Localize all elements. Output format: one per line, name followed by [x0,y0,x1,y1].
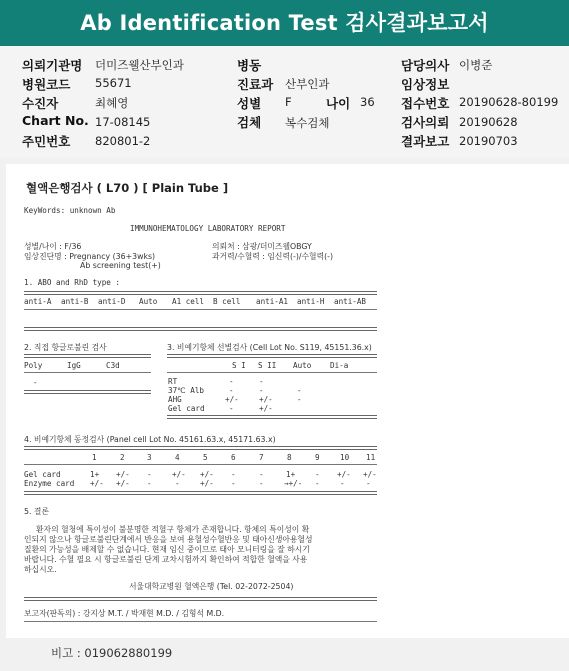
diagnosis-2: Ab screening test(+) [80,261,161,270]
s2-rule-bottom [24,390,151,394]
s4-cell: +/- [363,470,377,479]
s1-col: anti-D [98,297,126,306]
s3-row-name: AHG [168,395,182,404]
s3-col: Auto [293,361,312,370]
s1-rule-mid [24,309,377,310]
s1-title: 1. ABO and RhD type : [24,278,121,287]
s3-cell: - [229,377,234,386]
conclusion-line: 하십시오. [24,565,57,574]
request-date-label: 검사의뢰 [401,115,450,130]
s4-cell: →+/- [284,479,303,488]
s4-col: 6 [231,453,236,462]
dept-label: 진료과 [237,77,274,92]
s4-rule-mid [24,464,377,465]
s3-cell: - [297,386,302,395]
patient-header [0,46,569,158]
s1-col: anti-A [24,297,52,306]
conclusion-line: 바랍니다. 수혈 필요 시 항글로불린 단계 교차시험까지 확인하여 적합한 혈액을 사용 [24,555,308,564]
s2-rule-mid [24,372,151,373]
s4-cell: +/- [116,470,130,479]
s3-cell: - [297,395,302,404]
s2-col: IgG [67,361,81,370]
s1-col: anti-B [61,297,89,306]
diagnosis: 임상진단명 : Pregnancy (36+3wks) [24,252,156,261]
specimen-value: 복수검체 [285,116,330,130]
s1-rule-top [24,291,377,295]
s4-col: 2 [120,453,125,462]
s4-col: 10 [340,453,350,462]
s3-cell: - [229,404,234,413]
clinical-info-label: 임상정보 [401,77,450,92]
s4-cell: - [175,479,180,488]
s5-title: 5. 결론 [24,507,49,516]
report-title: Ab Identification Test 검사결과보고서 [0,0,569,46]
s3-row-name: Gel card [168,404,205,413]
s4-title: 4. 비예기항체 동정검사 (Panel cell Lot No. 45161.63.x, 45171.63.x) [24,435,276,444]
s4-cell: - [315,470,320,479]
lab-title: IMMUNOHEMATOLOGY LABORATORY REPORT [130,224,286,233]
s4-cell: +/- [116,479,130,488]
conclusion-line: 환자의 혈청에 특이성이 불분명한 적혈구 항체가 존재합니다. 항체의 특이성이 확 [36,525,310,534]
s4-row-name: Enzyme card [24,479,75,488]
s5-rule [24,597,377,601]
id-no-label: 주민번호 [22,134,71,149]
sex-label: 성별 [237,96,262,111]
conclusion-line: 질환의 가능성을 배제할 수 없습니다. 현재 임신 중이므로 태아 모니터링을 잘 하시기 [24,545,310,554]
s3-cell: +/- [225,395,239,404]
s3-cell: - [259,386,264,395]
s4-cell: +/- [200,479,214,488]
s4-cell: - [231,479,236,488]
s4-col: 9 [315,453,320,462]
s4-col: 11 [366,453,376,462]
doctor-value: 이병준 [459,58,493,72]
s3-row-name: 37℃ Alb [168,386,204,395]
s4-cell: 1+ [286,470,296,479]
s3-col: Di-a [330,361,349,370]
ward-label: 병동 [237,58,262,73]
chart-no-label: Chart No. [22,113,89,128]
recipient-value: 최혜영 [95,96,129,110]
s3-cell: +/- [259,404,273,413]
s1-col: B cell [213,297,241,306]
s3-rule-bottom [167,415,377,419]
s4-cell: - [231,470,236,479]
s4-cell: - [147,470,152,479]
specimen-label: 검체 [237,115,262,130]
s3-col: S I [232,361,246,370]
scanned-report [6,164,569,638]
institution-value: 더미즈웰산부인과 [95,58,184,72]
s2-title: 2. 직접 항글로불린 검사 [24,343,107,352]
s4-row-name: Gel card [24,470,61,479]
age-label: 나이 [326,96,351,111]
sex-age: 성별/나이 : F/36 [24,242,82,251]
s1-col: A1 cell [172,297,205,306]
s4-col: 4 [175,453,180,462]
s2-value: - [33,378,38,387]
s3-col: S II [258,361,277,370]
report-heading: 혈액은행검사 ( L70 ) [ Plain Tube ] [26,181,229,195]
s2-col: Poly [24,361,43,370]
s1-col: anti-H [297,297,325,306]
s4-col: 1 [92,453,97,462]
s4-cell: +/- [200,470,214,479]
s3-cell: +/- [259,395,273,404]
s4-col: 3 [147,453,152,462]
s1-col: Auto [139,297,158,306]
s1-col: anti-A1 [256,297,289,306]
s3-row-name: RT [168,377,178,386]
s3-title: 3. 비예기항체 선별검사 (Cell Lot No. S119, 45151.36.x) [167,343,372,352]
s4-rule-top [24,446,377,450]
s4-cell: - [259,470,264,479]
hospital-code-value: 55671 [95,76,132,90]
s4-cell: +/- [172,470,186,479]
s4-col: 7 [259,453,264,462]
request-date-value: 20190628 [459,115,518,129]
s4-cell: - [315,479,320,488]
age-value: 36 [360,95,375,109]
id-no-value: 820801-2 [95,134,151,148]
recipient-label: 수진자 [22,96,59,111]
report-date-label: 결과보고 [401,134,450,149]
receipt-no-value: 20190628-80199 [459,95,559,109]
s4-cell: - [340,479,345,488]
conclusion-line: 인되지 않으나 항글로불린단계에서 반응을 보여 용혈성수혈반응 및 태아신생아용혈성 [24,535,313,544]
s2-col: C3d [106,361,120,370]
hospital-code-label: 병원코드 [22,77,71,92]
s4-cell: 1+ [90,470,100,479]
dept-value: 산부인과 [285,77,330,91]
reporter-rule [24,621,377,622]
institution-label: 의뢰기관명 [22,58,83,73]
s1-col: anti-AB [334,297,367,306]
sex-value: F [285,95,292,109]
receipt-no-label: 접수번호 [401,96,450,111]
s4-cell: - [259,479,264,488]
report-date-value: 20190703 [459,134,518,148]
s4-cell: +/- [90,479,104,488]
s3-cell: - [229,386,234,395]
s4-col: 5 [203,453,208,462]
s4-cell: - [147,479,152,488]
s3-rule-top [167,354,377,358]
reporter: 보고자(판독의) : 강지상 M.T. / 박재현 M.D. / 김형석 M.D. [24,609,225,618]
s4-cell: +/- [337,470,351,479]
s4-col: 8 [287,453,292,462]
hospital-info: 서울대학교병원 혈액은행 (Tel. 02-2072-2504) [129,582,294,591]
s2-rule-top [24,354,151,358]
s3-rule-mid [167,372,377,373]
s1-rule-bottom [24,327,377,331]
s4-rule-bottom [24,491,377,495]
history: 과거력/수혈력 : 임신력(-)/수혈력(-) [212,252,334,261]
requester: 의뢰처 : 삼광/더미즈웰OBGY [212,242,312,251]
s3-cell: - [259,377,264,386]
doctor-label: 담당의사 [401,58,450,73]
chart-no-value: 17-08145 [95,115,151,129]
s4-cell: - [366,479,371,488]
keywords: KeyWords: unknown Ab [24,206,116,215]
remarks: 비고 : 019062880199 [51,646,173,660]
